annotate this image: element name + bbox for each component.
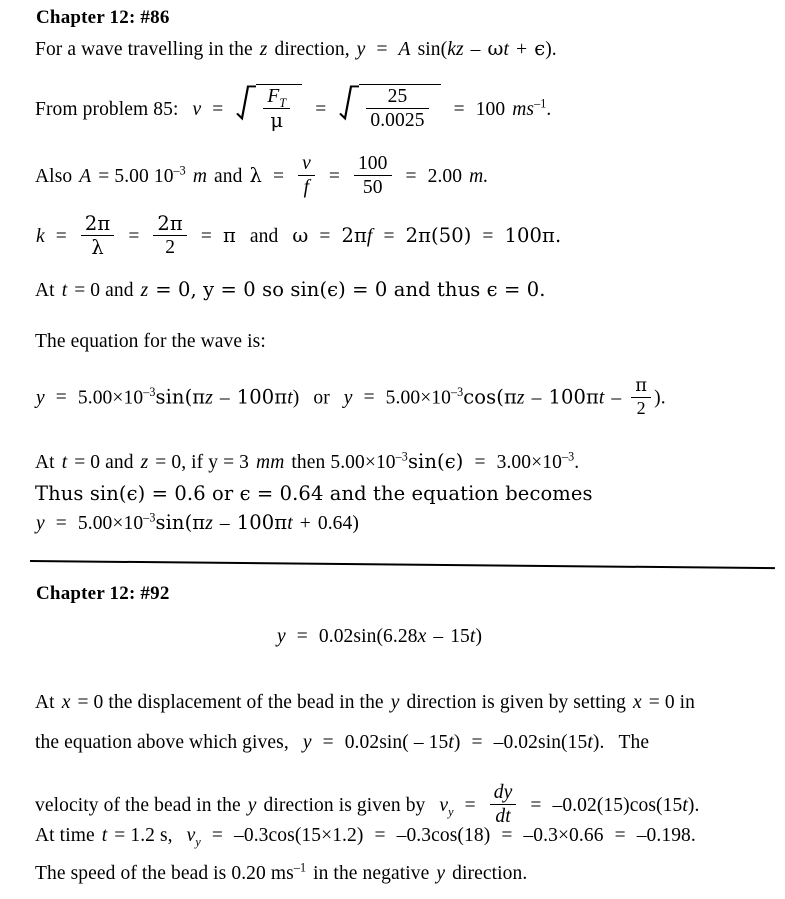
wave-coefficient-2: 5.00×10 — [385, 387, 451, 409]
sqrt-radicand-1 — [256, 84, 302, 133]
bead-speed-conclusion-line — [35, 860, 528, 884]
boundary-period: . — [574, 452, 580, 473]
equals-11: = — [383, 226, 395, 248]
angular-frequency-symbol: ω — [292, 224, 309, 248]
final-y: y — [36, 513, 45, 534]
velocity-symbol: v — [192, 99, 202, 121]
intro-minus: – — [470, 39, 481, 60]
bead-paragraph-line-2 — [35, 733, 649, 753]
fraction-denominator-50: 50 — [362, 177, 383, 199]
wave-100pi-2: 100π — [548, 385, 599, 409]
equals-15: = — [474, 452, 486, 473]
force-tension-F: F — [267, 86, 280, 108]
wave-y-1: y — [36, 387, 45, 409]
time-var-t-2: t — [61, 452, 68, 473]
wave-coefficient-1: 5.00×10 — [77, 387, 144, 409]
p2-t2: t — [587, 732, 593, 753]
p1-x: x — [61, 692, 71, 713]
p3-text-a: velocity of the bead in the — [35, 795, 241, 817]
p4-expr-1: –0.3cos(15×1.2) — [234, 825, 364, 846]
bead-close: ) — [475, 626, 483, 647]
p1-text-c: direction is given by setting — [406, 692, 626, 713]
intro-text-a: For a wave travelling in the — [35, 39, 253, 60]
phase-constant-line — [35, 280, 546, 301]
intro-t: t — [503, 39, 510, 60]
fraction-v-over-f — [298, 153, 315, 198]
bead-x: x — [417, 626, 427, 647]
equals-16: = — [55, 513, 67, 534]
bead-coefficient: 0.02sin(6.28 — [318, 626, 418, 647]
p4-text-b: = 1.2 s, — [114, 825, 173, 846]
p4-expr-3: –0.3×0.66 — [523, 825, 604, 846]
equals-2: = — [315, 99, 327, 121]
bead-15: 15 — [450, 626, 470, 647]
fraction-pi-over-2 — [631, 376, 651, 418]
intro-plus: + — [516, 39, 528, 60]
frequency-f: f — [366, 226, 373, 248]
wave-or-word: or — [313, 387, 330, 409]
equals-18: = — [322, 732, 334, 753]
wave-t-1: t — [287, 387, 293, 409]
equals-17: = — [296, 626, 308, 647]
intro-epsilon: ϵ — [534, 37, 546, 60]
fraction-25-00025 — [366, 86, 428, 131]
equals-13: = — [55, 387, 67, 409]
final-100pi: 100π — [236, 511, 288, 534]
equals-22: = — [211, 825, 223, 846]
wavelength-symbol: λ — [249, 164, 262, 188]
final-minus: – — [219, 513, 230, 534]
fraction-numerator-v: v — [298, 153, 315, 176]
fraction-denominator-2: 2 — [165, 237, 176, 259]
amplitude-value: = 5.00 10 — [98, 166, 174, 188]
p3-text-b: direction is given by — [263, 795, 426, 817]
bead-t: t — [469, 626, 476, 647]
from-problem-label: From problem 85: — [35, 99, 179, 121]
fraction-denominator-2: 0.0025 — [370, 110, 425, 132]
intro-var-A: A — [398, 39, 411, 60]
two-pi-fifty: 2π(50) — [405, 224, 472, 248]
fraction-FT-mu — [263, 86, 290, 131]
wave-z-1: z — [205, 387, 213, 409]
equals-4: = — [272, 166, 285, 188]
p5-y: y — [436, 863, 446, 884]
wave-close-1: ) — [292, 387, 300, 409]
fraction-2pi-over-lambda — [81, 213, 114, 258]
wave-minus-2: – — [531, 387, 542, 409]
p5-exponent: –1 — [293, 860, 307, 875]
final-t: t — [287, 513, 293, 534]
final-phase-value: 0.64) — [317, 513, 359, 534]
fraction-numerator-2: 25 — [366, 86, 428, 109]
intro-var-y: y — [356, 39, 366, 60]
wave-t-2: t — [598, 387, 605, 409]
wave-z-2: z — [516, 387, 525, 409]
two-pi-term: 2π — [341, 224, 367, 248]
final-coefficient: 5.00×10 — [77, 513, 144, 534]
p1-y: y — [390, 692, 400, 713]
fraction-numerator — [263, 86, 290, 109]
at-text-b: = 0 and — [74, 280, 134, 301]
wavelength-unit: m. — [469, 166, 489, 188]
time-var-t: t — [61, 280, 68, 301]
boundary-result-exponent: –3 — [561, 449, 575, 464]
section-heading-92: Chapter 12: #92 — [36, 583, 170, 604]
wavenumber-frequency-line — [36, 212, 562, 260]
p5-text-a: The speed of the bead is 0.20 ms — [35, 863, 294, 884]
equals-20: = — [464, 795, 476, 817]
p2-y: y — [302, 732, 312, 753]
and-word-2: and — [249, 226, 279, 248]
velocity-result-unit: ms — [512, 99, 535, 121]
fraction-2pi-over-2 — [153, 213, 186, 258]
p4-velocity-symbol: v — [186, 825, 196, 846]
wave-minus-3: – — [611, 387, 622, 409]
final-wave-equation-line — [36, 510, 359, 534]
equals-5: = — [328, 166, 340, 188]
thus-line — [35, 484, 593, 504]
at-label: At — [35, 280, 55, 301]
bead-wave-equation — [277, 627, 482, 647]
p2-result: –0.02sin(15 — [493, 732, 588, 753]
bead-paragraph-line-1 — [35, 693, 695, 713]
section-heading-86: Chapter 12: #86 — [36, 7, 170, 28]
equals-24: = — [501, 825, 513, 846]
boundary-result: 3.00×10 — [496, 452, 562, 473]
equals-25: = — [614, 825, 626, 846]
velocity-result-exponent: –1 — [534, 96, 547, 111]
bead-time-evaluation-line — [35, 825, 696, 849]
at-text-b-2: = 0 and — [74, 452, 134, 473]
force-tension-sub: T — [279, 96, 287, 111]
p1-at: At — [35, 692, 55, 713]
wave-sin-1: sin(π — [155, 385, 206, 409]
fraction-denominator-two: 2 — [636, 397, 646, 418]
fraction-numerator-pi: π — [631, 376, 651, 397]
equals-6: = — [405, 166, 417, 188]
angular-frequency-result: 100π. — [504, 224, 562, 248]
fraction-denominator: μ — [270, 109, 284, 133]
p1-text-b: = 0 the displacement of the bead in the — [77, 692, 384, 713]
equals-23: = — [374, 825, 386, 846]
section-divider — [30, 560, 775, 569]
position-var-z: z — [140, 280, 149, 301]
amplitude-wavelength-line — [35, 155, 488, 200]
fraction-denominator-dt: dt — [495, 806, 511, 828]
bead-velocity-line — [35, 784, 699, 829]
equals-7: = — [55, 226, 67, 248]
fraction-numerator-2pi-2: 2π — [153, 213, 186, 236]
p2-result-close: ). — [592, 732, 605, 753]
at-exponent-2: –3 — [395, 449, 408, 464]
p2-the: The — [618, 732, 650, 753]
also-label: Also — [35, 166, 73, 188]
p4-expr-4: –0.198. — [636, 825, 696, 846]
sqrt-25-over-00025 — [339, 84, 440, 133]
wave-exponent-2: –3 — [451, 384, 464, 399]
velocity-result-value: 100 — [475, 99, 506, 121]
at-text-c: = 0, y = 0 so sin(ϵ) = 0 and thus ϵ = 0. — [155, 278, 546, 301]
equals-10: = — [319, 226, 331, 248]
wavenumber-result: π — [222, 224, 236, 248]
at-label-2: At — [35, 452, 55, 473]
bead-y: y — [277, 626, 286, 647]
equals-19: = — [471, 732, 483, 753]
p2-close: ) — [453, 732, 461, 753]
p3-velocity-sub: y — [448, 804, 454, 819]
sin-epsilon-term: sin(ϵ) — [407, 450, 464, 473]
intro-sentence-86 — [35, 39, 557, 60]
p4-expr-2: –0.3cos(18) — [396, 825, 491, 846]
intro-var-z: z — [259, 39, 268, 60]
equation-intro-text: The equation for the wave is: — [35, 331, 266, 352]
fraction-100-over-50 — [354, 153, 392, 198]
intro-end: ). — [545, 39, 557, 60]
bead-minus: – — [433, 626, 444, 647]
equals-14: = — [363, 387, 375, 409]
wave-y-2: y — [343, 387, 353, 409]
fraction-numerator-100: 100 — [354, 153, 392, 176]
wave-exponent-1: –3 — [143, 384, 156, 399]
p3-t: t — [682, 795, 688, 817]
thus-text: Thus sin(ϵ) = 0.6 or ϵ = 0.64 and the equation becomes — [35, 482, 593, 505]
velocity-equation-line — [35, 86, 551, 135]
fraction-denominator-f: f — [303, 177, 310, 199]
p4-velocity-sub: y — [195, 834, 201, 849]
wave-equation-line — [36, 375, 666, 420]
intro-sin: sin( — [417, 39, 448, 60]
final-exponent: –3 — [143, 510, 156, 525]
intro-text-b: direction, — [274, 39, 350, 60]
equals-3: = — [453, 99, 465, 121]
radical-tick-icon — [236, 84, 256, 133]
fraction-numerator-2pi: 2π — [81, 213, 114, 236]
p3-velocity-symbol: v — [439, 795, 449, 817]
p2-text-a: the equation above which gives, — [35, 732, 289, 753]
sqrt-radicand-2 — [359, 84, 440, 133]
unit-mm: mm — [256, 452, 285, 473]
amplitude-unit: m — [192, 166, 208, 188]
position-var-z-2: z — [140, 452, 149, 473]
and-word: and — [214, 166, 243, 188]
final-plus: + — [299, 513, 311, 534]
wave-minus-1: – — [219, 387, 230, 409]
at-text-c-2: = 0, if y = 3 — [155, 452, 250, 473]
p2-t: t — [448, 732, 454, 753]
wave-close-2: ). — [654, 387, 666, 409]
final-sin: sin(π — [155, 511, 206, 534]
p5-text-c: direction. — [452, 863, 528, 884]
sqrt-FT-over-mu — [236, 84, 302, 133]
p2-expression: 0.02sin( – 15 — [344, 732, 449, 753]
p3-result: –0.02(15)cos(15 — [552, 795, 683, 817]
p1-x2: x — [633, 692, 642, 713]
intro-kz: kz — [447, 39, 464, 60]
amplitude-exponent: –3 — [173, 163, 186, 178]
amplitude-symbol: A — [79, 166, 92, 188]
wave-100pi-1: 100π — [236, 385, 288, 409]
fraction-dy-over-dt — [490, 782, 517, 827]
p1-text-d: = 0 in — [648, 692, 696, 713]
p3-y: y — [247, 795, 257, 817]
p5-text-b: in the negative — [313, 863, 430, 884]
p4-text-a: At time — [35, 825, 95, 846]
equals-9: = — [200, 226, 212, 248]
at-text-d-2: then 5.00×10 — [291, 452, 396, 473]
fraction-denominator-lambda: λ — [91, 236, 104, 260]
velocity-result-period: . — [546, 99, 552, 121]
boundary-condition-line — [35, 449, 580, 473]
radical-tick-icon-2 — [339, 84, 359, 133]
equals-12: = — [482, 226, 494, 248]
intro-omega: ω — [487, 37, 504, 60]
final-z: z — [205, 513, 213, 534]
wave-cos-2: cos(π — [463, 385, 517, 409]
p4-t: t — [101, 825, 108, 846]
equals-8: = — [128, 226, 140, 248]
intro-equals: = — [376, 39, 388, 60]
wavenumber-symbol: k — [36, 226, 45, 248]
fraction-numerator-dy: dy — [490, 782, 517, 805]
wavelength-result: 2.00 — [427, 166, 463, 188]
equals-1: = — [212, 99, 224, 121]
equals-21: = — [530, 795, 542, 817]
p3-close: ). — [687, 795, 700, 817]
equation-intro-line — [35, 332, 266, 352]
